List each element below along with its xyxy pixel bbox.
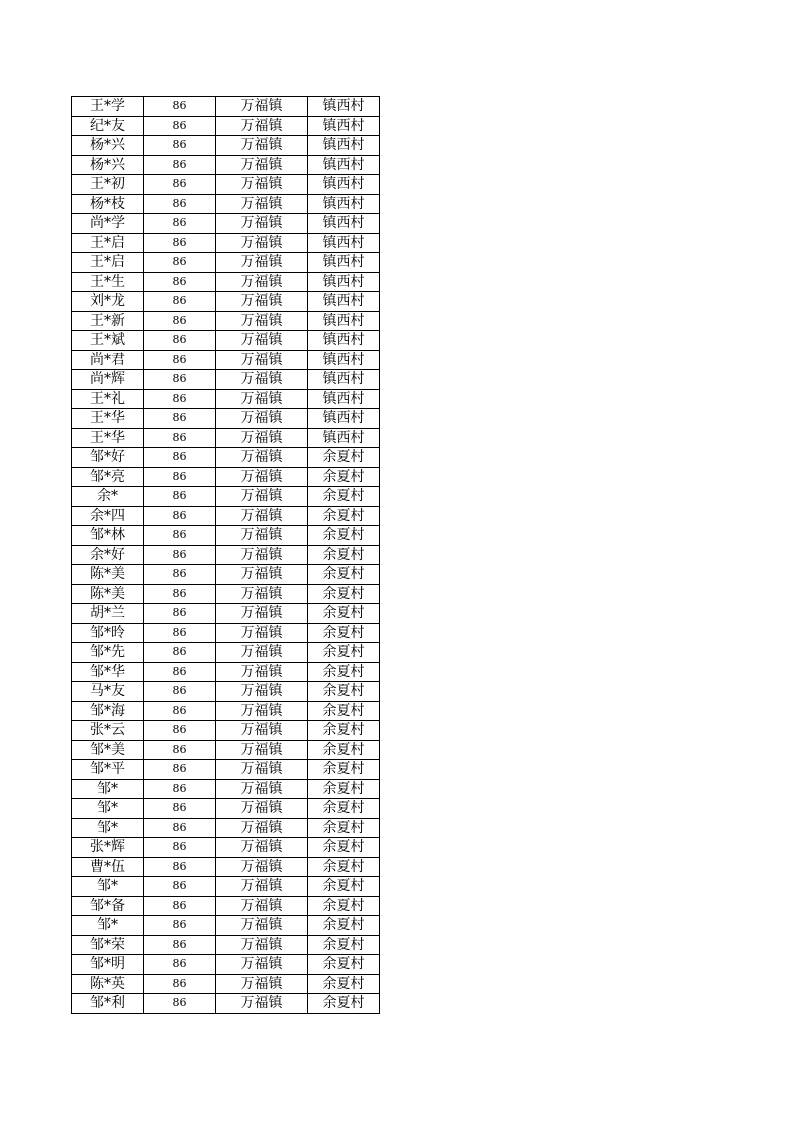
town-cell: 万福镇	[216, 448, 308, 468]
name-cell: 邹*	[72, 799, 144, 819]
town-cell: 万福镇	[216, 955, 308, 975]
name-cell: 杨*兴	[72, 136, 144, 156]
number-cell: 86	[144, 760, 216, 780]
name-cell: 余*	[72, 487, 144, 507]
number-cell: 86	[144, 409, 216, 429]
number-cell: 86	[144, 428, 216, 448]
name-cell: 邹*明	[72, 955, 144, 975]
village-cell: 余夏村	[308, 682, 380, 702]
number-cell: 86	[144, 136, 216, 156]
village-cell: 镇西村	[308, 194, 380, 214]
table-row	[72, 974, 380, 994]
town-cell: 万福镇	[216, 545, 308, 565]
village-cell: 余夏村	[308, 721, 380, 741]
name-cell: 邹*海	[72, 701, 144, 721]
table-row	[72, 877, 380, 897]
town-cell: 万福镇	[216, 331, 308, 351]
village-cell: 镇西村	[308, 253, 380, 273]
number-cell: 86	[144, 877, 216, 897]
number-cell: 86	[144, 175, 216, 195]
name-cell: 邹*备	[72, 896, 144, 916]
town-cell: 万福镇	[216, 994, 308, 1014]
village-cell: 镇西村	[308, 389, 380, 409]
name-cell: 余*好	[72, 545, 144, 565]
number-cell: 86	[144, 272, 216, 292]
table-row	[72, 370, 380, 390]
name-cell: 刘*龙	[72, 292, 144, 312]
table-row	[72, 916, 380, 936]
number-cell: 86	[144, 994, 216, 1014]
town-cell: 万福镇	[216, 97, 308, 117]
town-cell: 万福镇	[216, 506, 308, 526]
town-cell: 万福镇	[216, 389, 308, 409]
village-cell: 余夏村	[308, 662, 380, 682]
name-cell: 邹*	[72, 877, 144, 897]
village-cell: 余夏村	[308, 584, 380, 604]
table-row	[72, 331, 380, 351]
table-row	[72, 350, 380, 370]
number-cell: 86	[144, 545, 216, 565]
town-cell: 万福镇	[216, 604, 308, 624]
table-row	[72, 311, 380, 331]
table-row	[72, 116, 380, 136]
number-cell: 86	[144, 311, 216, 331]
town-cell: 万福镇	[216, 194, 308, 214]
number-cell: 86	[144, 233, 216, 253]
name-cell: 邹*	[72, 818, 144, 838]
name-cell: 陈*英	[72, 974, 144, 994]
town-cell: 万福镇	[216, 233, 308, 253]
village-cell: 余夏村	[308, 955, 380, 975]
name-cell: 邹*好	[72, 448, 144, 468]
town-cell: 万福镇	[216, 682, 308, 702]
table-row	[72, 545, 380, 565]
name-cell: 王*新	[72, 311, 144, 331]
number-cell: 86	[144, 701, 216, 721]
town-cell: 万福镇	[216, 272, 308, 292]
name-cell: 张*云	[72, 721, 144, 741]
name-cell: 邹*	[72, 916, 144, 936]
table-row	[72, 97, 380, 117]
name-cell: 陈*美	[72, 584, 144, 604]
name-cell: 杨*枝	[72, 194, 144, 214]
village-cell: 余夏村	[308, 701, 380, 721]
number-cell: 86	[144, 350, 216, 370]
village-cell: 余夏村	[308, 994, 380, 1014]
name-cell: 尚*学	[72, 214, 144, 234]
village-cell: 余夏村	[308, 818, 380, 838]
name-cell: 陈*美	[72, 565, 144, 585]
table-row	[72, 136, 380, 156]
town-cell: 万福镇	[216, 643, 308, 663]
town-cell: 万福镇	[216, 526, 308, 546]
village-cell: 余夏村	[308, 565, 380, 585]
number-cell: 86	[144, 623, 216, 643]
name-cell: 邹*华	[72, 662, 144, 682]
table-row	[72, 760, 380, 780]
name-cell: 邹*昤	[72, 623, 144, 643]
town-cell: 万福镇	[216, 896, 308, 916]
village-cell: 镇西村	[308, 331, 380, 351]
village-cell: 镇西村	[308, 155, 380, 175]
village-cell: 余夏村	[308, 526, 380, 546]
town-cell: 万福镇	[216, 623, 308, 643]
number-cell: 86	[144, 97, 216, 117]
town-cell: 万福镇	[216, 799, 308, 819]
table-row	[72, 740, 380, 760]
number-cell: 86	[144, 214, 216, 234]
number-cell: 86	[144, 370, 216, 390]
number-cell: 86	[144, 565, 216, 585]
town-cell: 万福镇	[216, 877, 308, 897]
village-cell: 镇西村	[308, 292, 380, 312]
name-cell: 杨*兴	[72, 155, 144, 175]
table-row	[72, 292, 380, 312]
table-row	[72, 643, 380, 663]
town-cell: 万福镇	[216, 721, 308, 741]
name-cell: 邹*美	[72, 740, 144, 760]
table-row	[72, 779, 380, 799]
table-row	[72, 994, 380, 1014]
number-cell: 86	[144, 292, 216, 312]
village-cell: 余夏村	[308, 799, 380, 819]
table-row	[72, 233, 380, 253]
village-cell: 镇西村	[308, 97, 380, 117]
number-cell: 86	[144, 896, 216, 916]
name-cell: 王*学	[72, 97, 144, 117]
name-cell: 邹*利	[72, 994, 144, 1014]
name-cell: 王*生	[72, 272, 144, 292]
number-cell: 86	[144, 662, 216, 682]
number-cell: 86	[144, 740, 216, 760]
table-row	[72, 838, 380, 858]
town-cell: 万福镇	[216, 370, 308, 390]
name-cell: 邹*	[72, 779, 144, 799]
town-cell: 万福镇	[216, 409, 308, 429]
number-cell: 86	[144, 487, 216, 507]
number-cell: 86	[144, 838, 216, 858]
town-cell: 万福镇	[216, 974, 308, 994]
table-row	[72, 448, 380, 468]
table-row	[72, 682, 380, 702]
table-row	[72, 857, 380, 877]
table-row	[72, 487, 380, 507]
village-cell: 镇西村	[308, 214, 380, 234]
village-cell: 镇西村	[308, 409, 380, 429]
name-cell: 张*辉	[72, 838, 144, 858]
town-cell: 万福镇	[216, 779, 308, 799]
village-cell: 余夏村	[308, 604, 380, 624]
name-cell: 王*初	[72, 175, 144, 195]
table-row	[72, 409, 380, 429]
village-cell: 镇西村	[308, 311, 380, 331]
village-cell: 余夏村	[308, 779, 380, 799]
village-cell: 镇西村	[308, 272, 380, 292]
village-cell: 镇西村	[308, 370, 380, 390]
number-cell: 86	[144, 974, 216, 994]
name-cell: 纪*友	[72, 116, 144, 136]
village-cell: 余夏村	[308, 974, 380, 994]
name-cell: 邹*荣	[72, 935, 144, 955]
number-cell: 86	[144, 935, 216, 955]
table-row	[72, 389, 380, 409]
town-cell: 万福镇	[216, 916, 308, 936]
village-cell: 余夏村	[308, 487, 380, 507]
name-cell: 邹*先	[72, 643, 144, 663]
number-cell: 86	[144, 194, 216, 214]
table-row	[72, 155, 380, 175]
town-cell: 万福镇	[216, 662, 308, 682]
name-cell: 余*四	[72, 506, 144, 526]
number-cell: 86	[144, 682, 216, 702]
town-cell: 万福镇	[216, 838, 308, 858]
town-cell: 万福镇	[216, 487, 308, 507]
table-row	[72, 935, 380, 955]
name-cell: 曹*伍	[72, 857, 144, 877]
number-cell: 86	[144, 604, 216, 624]
table-row	[72, 662, 380, 682]
number-cell: 86	[144, 253, 216, 273]
village-cell: 余夏村	[308, 896, 380, 916]
town-cell: 万福镇	[216, 116, 308, 136]
town-cell: 万福镇	[216, 175, 308, 195]
village-cell: 余夏村	[308, 935, 380, 955]
town-cell: 万福镇	[216, 214, 308, 234]
town-cell: 万福镇	[216, 760, 308, 780]
village-cell: 余夏村	[308, 448, 380, 468]
table-row	[72, 467, 380, 487]
name-cell: 王*华	[72, 428, 144, 448]
number-cell: 86	[144, 155, 216, 175]
town-cell: 万福镇	[216, 292, 308, 312]
town-cell: 万福镇	[216, 253, 308, 273]
town-cell: 万福镇	[216, 350, 308, 370]
number-cell: 86	[144, 584, 216, 604]
village-cell: 余夏村	[308, 467, 380, 487]
number-cell: 86	[144, 857, 216, 877]
village-cell: 余夏村	[308, 506, 380, 526]
town-cell: 万福镇	[216, 818, 308, 838]
village-cell: 余夏村	[308, 857, 380, 877]
village-cell: 余夏村	[308, 545, 380, 565]
name-cell: 王*启	[72, 253, 144, 273]
table-body	[72, 97, 380, 1014]
table-row	[72, 272, 380, 292]
table-row	[72, 799, 380, 819]
table-row	[72, 623, 380, 643]
number-cell: 86	[144, 116, 216, 136]
table-row	[72, 565, 380, 585]
number-cell: 86	[144, 955, 216, 975]
town-cell: 万福镇	[216, 584, 308, 604]
town-cell: 万福镇	[216, 467, 308, 487]
table-row	[72, 214, 380, 234]
data-table	[71, 96, 380, 1014]
village-cell: 余夏村	[308, 877, 380, 897]
town-cell: 万福镇	[216, 155, 308, 175]
village-cell: 余夏村	[308, 740, 380, 760]
village-cell: 镇西村	[308, 428, 380, 448]
table-row	[72, 955, 380, 975]
number-cell: 86	[144, 779, 216, 799]
table-row	[72, 526, 380, 546]
village-cell: 余夏村	[308, 623, 380, 643]
number-cell: 86	[144, 506, 216, 526]
name-cell: 王*礼	[72, 389, 144, 409]
table-row	[72, 584, 380, 604]
table-row	[72, 506, 380, 526]
name-cell: 邹*林	[72, 526, 144, 546]
number-cell: 86	[144, 721, 216, 741]
name-cell: 尚*辉	[72, 370, 144, 390]
name-cell: 王*华	[72, 409, 144, 429]
village-cell: 镇西村	[308, 350, 380, 370]
name-cell: 王*启	[72, 233, 144, 253]
table-row	[72, 818, 380, 838]
town-cell: 万福镇	[216, 740, 308, 760]
table-row	[72, 604, 380, 624]
name-cell: 尚*君	[72, 350, 144, 370]
number-cell: 86	[144, 643, 216, 663]
table-row	[72, 721, 380, 741]
number-cell: 86	[144, 799, 216, 819]
village-cell: 镇西村	[308, 233, 380, 253]
village-cell: 镇西村	[308, 116, 380, 136]
village-cell: 余夏村	[308, 760, 380, 780]
village-cell: 余夏村	[308, 643, 380, 663]
table-row	[72, 194, 380, 214]
table-row	[72, 896, 380, 916]
village-cell: 镇西村	[308, 175, 380, 195]
town-cell: 万福镇	[216, 857, 308, 877]
number-cell: 86	[144, 331, 216, 351]
name-cell: 马*友	[72, 682, 144, 702]
town-cell: 万福镇	[216, 701, 308, 721]
village-cell: 镇西村	[308, 136, 380, 156]
number-cell: 86	[144, 526, 216, 546]
number-cell: 86	[144, 448, 216, 468]
number-cell: 86	[144, 389, 216, 409]
number-cell: 86	[144, 818, 216, 838]
table-row	[72, 701, 380, 721]
town-cell: 万福镇	[216, 136, 308, 156]
town-cell: 万福镇	[216, 428, 308, 448]
number-cell: 86	[144, 916, 216, 936]
name-cell: 邹*亮	[72, 467, 144, 487]
table-row	[72, 175, 380, 195]
name-cell: 王*斌	[72, 331, 144, 351]
name-cell: 胡*兰	[72, 604, 144, 624]
table-row	[72, 253, 380, 273]
town-cell: 万福镇	[216, 935, 308, 955]
village-cell: 余夏村	[308, 916, 380, 936]
table-row	[72, 428, 380, 448]
town-cell: 万福镇	[216, 565, 308, 585]
number-cell: 86	[144, 467, 216, 487]
name-cell: 邹*平	[72, 760, 144, 780]
town-cell: 万福镇	[216, 311, 308, 331]
village-cell: 余夏村	[308, 838, 380, 858]
